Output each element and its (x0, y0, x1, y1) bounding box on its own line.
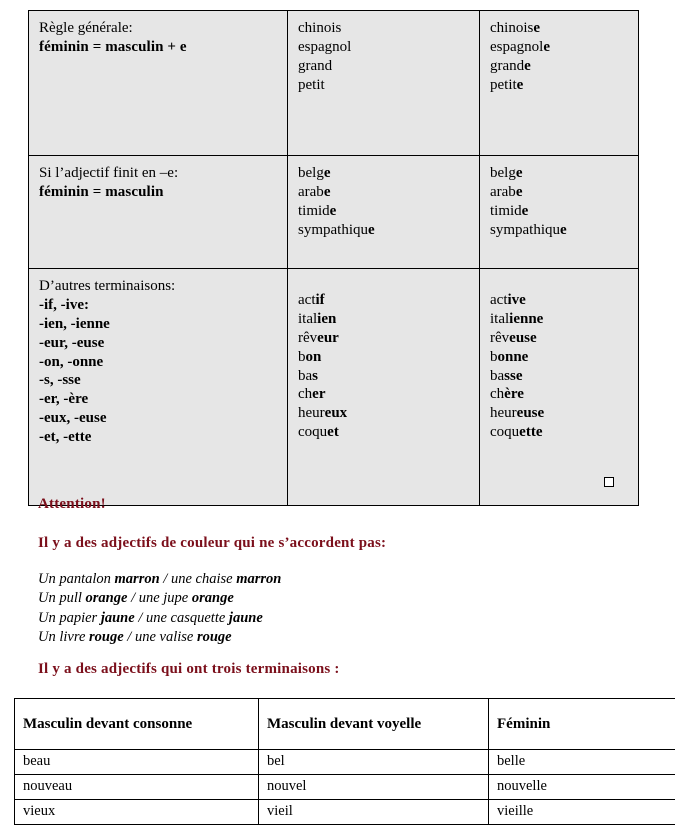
feminine-examples-cell (480, 11, 639, 156)
colour-adjective: rouge (197, 629, 232, 645)
adjective-word: belge (490, 164, 638, 183)
masculine-examples-cell (288, 11, 480, 156)
adjective-ending: ien (317, 311, 336, 327)
rule-title: Si l’adjectif finit en –e: (39, 164, 287, 183)
adjective-word: italienne (490, 310, 638, 329)
colour-adjective: marron (236, 571, 281, 587)
adjective-ending: ive (507, 292, 525, 308)
rule-title: D’autres terminaisons: (39, 277, 287, 296)
adjective-ending: e (330, 203, 337, 219)
adjective-ending: e (324, 184, 331, 200)
adjective-ending: s (312, 368, 318, 384)
adjective-ending: e (524, 58, 531, 74)
three-forms-table-head (15, 699, 675, 750)
adjective-word: petit (298, 76, 479, 95)
rule-cell-general (29, 11, 288, 156)
column-header-masculine-consonant: Masculin devant consonne (15, 699, 259, 750)
ending-pattern-list (39, 296, 287, 447)
adjective-ending: e (522, 203, 529, 219)
table-resize-handle[interactable] (604, 477, 614, 487)
column-header-masculine-vowel: Masculin devant voyelle (259, 699, 489, 750)
cell-masculine-vowel: nouvel (259, 775, 489, 800)
adjective-ending: e (516, 165, 523, 181)
rule-title: Règle générale: (39, 19, 287, 38)
rule-cell-ends-in-e (29, 156, 288, 269)
feminine-examples-cell (480, 156, 639, 269)
cell-masculine-vowel: bel (259, 750, 489, 775)
ending-pattern: -er, -ère (39, 390, 287, 409)
three-forms-table (14, 698, 675, 825)
colour-adjectives-heading: Il y a des adjectifs de couleur qui ne s’accordent pas: (38, 535, 386, 552)
adjective-word: active (490, 291, 638, 310)
adjective-ending: er (312, 386, 325, 402)
adjective-word: heureuse (490, 404, 638, 423)
trois-terminaisons-heading: Il y a des adjectifs qui ont trois terminaisons : (38, 661, 340, 678)
masculine-word-list (298, 19, 479, 95)
cell-feminine: belle (489, 750, 675, 775)
table-header-row (15, 699, 675, 750)
rule-formula: féminin = masculin + e (39, 38, 287, 57)
adjective-word: timide (490, 202, 638, 221)
table-row (29, 269, 639, 506)
colour-examples-list (38, 570, 281, 647)
adjective-word: grande (490, 57, 638, 76)
adjective-ending: if (315, 292, 324, 308)
cell-feminine: vieille (489, 800, 675, 825)
masculine-word-list (298, 291, 479, 442)
attention-heading: Attention! (38, 496, 106, 513)
rule-formula: féminin = masculin (39, 183, 287, 202)
masculine-word-list (298, 164, 479, 240)
adjective-word: belge (298, 164, 479, 183)
adjective-ending: e (368, 222, 375, 238)
adjective-word: chinoise (490, 19, 638, 38)
adjective-word: bas (298, 367, 479, 386)
adjective-word: sympathique (490, 221, 638, 240)
adjective-ending: et (327, 424, 339, 440)
table-row (15, 775, 675, 800)
ending-pattern: -eur, -euse (39, 334, 287, 353)
adjective-ending: sse (504, 368, 522, 384)
adjective-ending: ette (519, 424, 542, 440)
colour-adjective: orange (86, 590, 128, 606)
rules-table-body (29, 11, 639, 506)
ending-pattern: -if, -ive: (39, 296, 287, 315)
cell-masculine-consonant: nouveau (15, 775, 259, 800)
colour-adjective: orange (192, 590, 234, 606)
rule-cell-other-endings (29, 269, 288, 506)
adjective-ending: euse (517, 405, 545, 421)
colour-adjective: rouge (89, 629, 124, 645)
adjective-ending: ère (504, 386, 524, 402)
adjective-word: rêveur (298, 329, 479, 348)
cell-masculine-consonant: vieux (15, 800, 259, 825)
adjective-ending: on (306, 349, 322, 365)
adjective-word: cher (298, 385, 479, 404)
ending-pattern: -s, -sse (39, 371, 287, 390)
table-row (29, 156, 639, 269)
adjective-word: espagnol (298, 38, 479, 57)
adjective-word: actif (298, 291, 479, 310)
adjective-ending: e (324, 165, 331, 181)
ending-pattern: -eux, -euse (39, 409, 287, 428)
adjective-ending: eux (325, 405, 348, 421)
adjective-word: petite (490, 76, 638, 95)
adjective-ending: eur (317, 330, 339, 346)
colour-example-line: Un pantalon marron / une chaise marron (38, 570, 281, 589)
adjective-word: basse (490, 367, 638, 386)
feminine-word-list (490, 164, 638, 240)
adjective-rules-table (28, 10, 639, 506)
adjective-word: arabe (298, 183, 479, 202)
colour-adjective: jaune (101, 610, 135, 626)
cell-masculine-consonant: beau (15, 750, 259, 775)
adjective-word: sympathique (298, 221, 479, 240)
three-forms-table-body (15, 750, 675, 825)
colour-adjective: jaune (229, 610, 263, 626)
adjective-word: chinois (298, 19, 479, 38)
adjective-word: heureux (298, 404, 479, 423)
adjective-word: italien (298, 310, 479, 329)
adjective-word: timide (298, 202, 479, 221)
feminine-word-list (490, 291, 638, 442)
adjective-word: bon (298, 348, 479, 367)
ending-pattern: -on, -onne (39, 353, 287, 372)
adjective-ending: e (543, 39, 550, 55)
adjective-word: arabe (490, 183, 638, 202)
colour-example-line: Un papier jaune / une casquette jaune (38, 609, 281, 628)
ending-pattern: -et, -ette (39, 428, 287, 447)
cell-feminine: nouvelle (489, 775, 675, 800)
feminine-examples-cell (480, 269, 639, 506)
colour-adjective: marron (115, 571, 160, 587)
feminine-word-list (490, 19, 638, 95)
adjective-ending: e (517, 77, 524, 93)
adjective-word: espagnole (490, 38, 638, 57)
cell-masculine-vowel: vieil (259, 800, 489, 825)
adjective-ending: e (533, 20, 540, 36)
adjective-ending: e (560, 222, 567, 238)
adjective-ending: onne (498, 349, 529, 365)
masculine-examples-cell (288, 269, 480, 506)
adjective-ending: euse (509, 330, 537, 346)
table-row (15, 750, 675, 775)
adjective-word: chère (490, 385, 638, 404)
adjective-word: rêveuse (490, 329, 638, 348)
adjective-word: coquet (298, 423, 479, 442)
adjective-word: bonne (490, 348, 638, 367)
adjective-ending: e (516, 184, 523, 200)
masculine-examples-cell (288, 156, 480, 269)
column-header-feminine: Féminin (489, 699, 675, 750)
table-row (29, 11, 639, 156)
ending-pattern: -ien, -ienne (39, 315, 287, 334)
adjective-word: grand (298, 57, 479, 76)
adjective-ending: ienne (509, 311, 543, 327)
colour-example-line: Un pull orange / une jupe orange (38, 589, 281, 608)
adjective-word: coquette (490, 423, 638, 442)
colour-example-line: Un livre rouge / une valise rouge (38, 628, 281, 647)
